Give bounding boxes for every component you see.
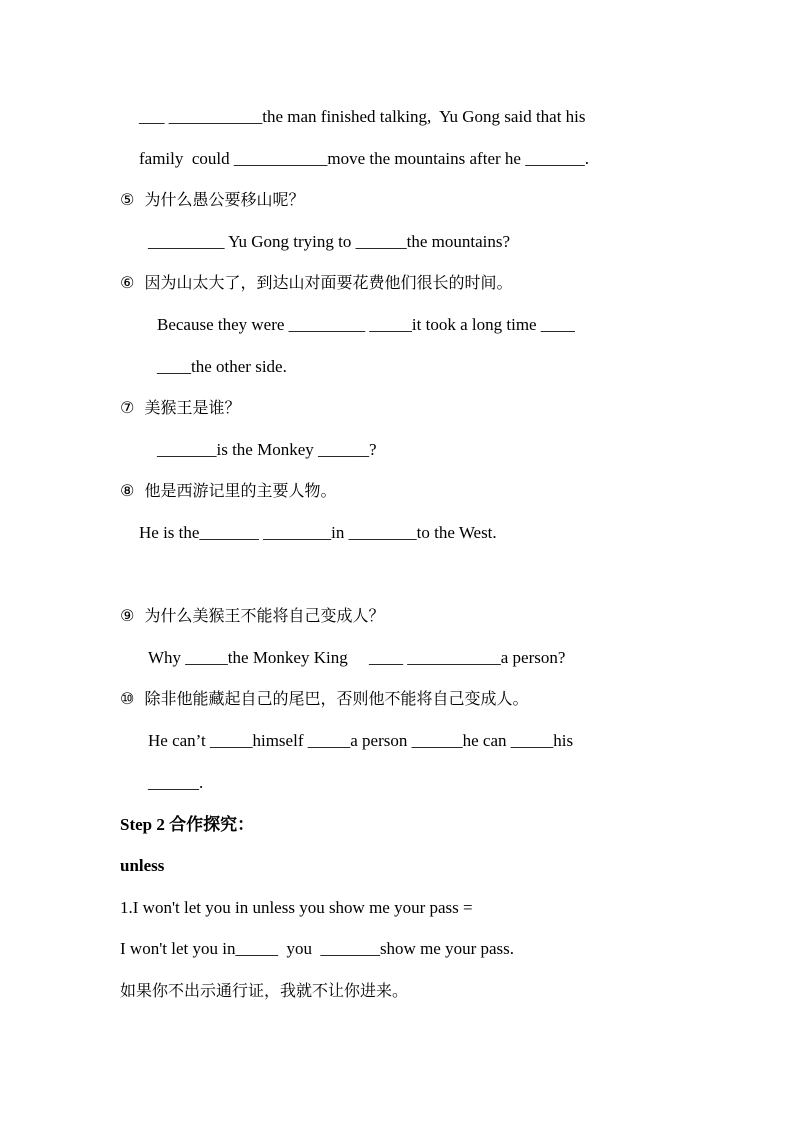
line-1: ___ ___________the man finished talking, Yu Gong said that his bbox=[139, 107, 586, 126]
question-10-english-2: ______. bbox=[148, 773, 204, 792]
unless-heading: unless bbox=[120, 856, 165, 875]
example-1-translation: 如果你不出示通行证，我就不让你进来。 bbox=[120, 981, 409, 1000]
question-10-english-1: He can’t _____himself _____a person ______he can _____his bbox=[148, 731, 574, 750]
example-1-rewrite: I won't let you in_____ you _______show me your pass. bbox=[120, 939, 515, 958]
question-8-chinese: ⑧ 他是西游记里的主要人物。 bbox=[120, 481, 337, 500]
question-5-english: _________ Yu Gong trying to ______the mountains? bbox=[148, 232, 511, 251]
question-7-english: _______is the Monkey ______? bbox=[157, 440, 377, 459]
question-10-chinese: ⑩ 除非他能藏起自己的尾巴，否则他不能将自己变成人。 bbox=[120, 689, 529, 708]
question-6-english-1: Because they were _________ _____it took a long time ____ bbox=[157, 315, 575, 334]
example-1-sentence: 1.I won't let you in unless you show me your pass = bbox=[120, 898, 473, 917]
question-9-english: Why _____the Monkey King ____ ___________a person? bbox=[148, 648, 566, 667]
question-6-english-2: ____the other side. bbox=[157, 357, 287, 376]
question-9-chinese: ⑨ 为什么美猴王不能将自己变成人？ bbox=[120, 606, 385, 625]
step-2-heading: Step 2 合作探究： bbox=[120, 815, 255, 834]
question-7-chinese: ⑦ 美猴王是谁？ bbox=[120, 398, 241, 417]
line-2: family could ___________move the mountains after he _______. bbox=[139, 149, 589, 168]
question-8-english: He is the_______ ________in ________to the West. bbox=[139, 523, 497, 542]
question-6-chinese: ⑥ 因为山太大了，到达山对面要花费他们很长的时间。 bbox=[120, 273, 513, 292]
question-5-chinese: ⑤ 为什么愚公要移山呢？ bbox=[120, 190, 305, 209]
